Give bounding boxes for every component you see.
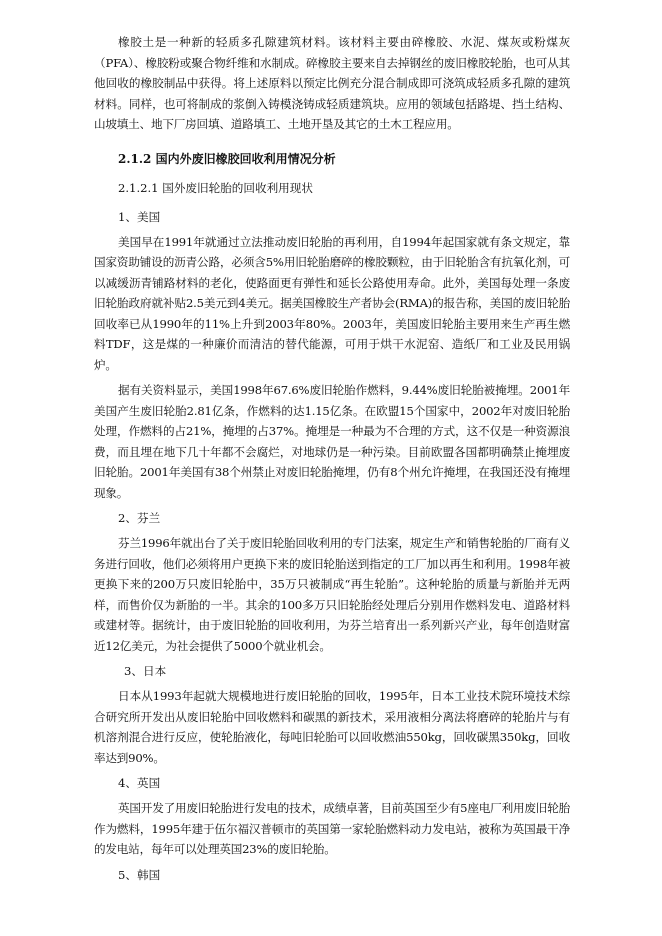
intro-paragraph: 橡胶土是一种新的轻质多孔隙建筑材料。该材料主要由碎橡胶、水泥、煤灰或粉煤灰（PFA）、橡胶粉或聚合物纤维和水制成。碎橡胶主要来自去掉钢丝的废旧橡胶轮胎，也可从其他回收的橡胶制品中获得。将上述原料以预定比例充分混合制成即可浇筑成轻质多孔隙的建筑材料。同样，也可将制成的浆倒入铸模浇铸成轻质建筑块。应用的领域包括路堤、挡土结构、山坡填土、地下厂房回填、道路填工、土地开垦及其它的土木工程应用。 (94, 35, 570, 131)
section-heading: 2.1.2 国内外废旧橡胶回收利用情况分析 (118, 151, 336, 166)
country-heading-uk: 4、英国 (118, 776, 161, 790)
uk-paragraph: 英国开发了用废旧轮胎进行发电的技术，成绩卓著，目前英国至少有5座电厂利用废旧轮胎作为燃料，1995年建于伍尔福汉普顿市的英国第一家轮胎燃料动力发电站，被称为英国最干净的发电站，每年可以处理英国23%的废旧轮胎。 (94, 801, 570, 856)
usa-paragraph-2: 据有关资料显示，美国1998年67.6%废旧轮胎作燃料，9.44%废旧轮胎被掩埋。2001年美国产生废旧轮胎2.81亿条，作燃料的达1.15亿条。在欧盟15个国家中，2002年对废旧轮胎处理，作燃料的占21%，掩埋的占37%。掩埋是一种最为不合理的方式，这不仅是一种资源浪费，而且埋在地下几十年都不会腐烂，对地球仍是一种污染。目前欧盟各国都明确禁止掩埋废旧轮胎。2001年美国有38个州禁止对废旧轮胎掩埋，仍有8个州允许掩埋，在我国还没有掩埋现象。 (94, 383, 570, 500)
usa-paragraph-1: 美国早在1991年就通过立法推动废旧轮胎的再利用，自1994年起国家就有条文规定，靠国家资助铺设的沥青公路，必须含5%用旧轮胎磨碎的橡胶颗粒，由于旧轮胎含有抗氧化剂，可以减缓沥青铺路材料的老化，使路面更有弹性和延长公路使用寿命。此外，美国每处理一条废旧轮胎政府就补贴2.5美元到4美元。据美国橡胶生产者协会(RMA)的报告称，美国的废旧轮胎回收率已从1990年的11%上升到2003年80%。2003年，美国废旧轮胎主要用来生产再生燃料TDF，这是煤的一种廉价而清洁的替代能源，可用于烘干水泥窑、造纸厂和工业及民用锅炉。 (94, 234, 570, 372)
subsection-heading: 2.1.2.1 国外废旧轮胎的回收利用现状 (118, 180, 313, 195)
country-heading-korea: 5、韩国 (118, 867, 161, 882)
country-heading-finland: 2、芬兰 (118, 511, 161, 525)
finland-paragraph: 芬兰1996年就出台了关于废旧轮胎回收利用的专门法案，规定生产和销售轮胎的厂商有义务进行回收，他们必须将用户更换下来的废旧轮胎送到指定的工厂加以再生和利用。1998年被更换下来的200万只废旧轮胎中，35万只被制成“再生轮胎”。这种轮胎的质量与新胎并无两样，而售价仅为新胎的一半。其余的100多万只旧轮胎经处理后分别用作燃料发电、道路材料或建材等。据统计，由于废旧轮胎的回收利用，为芬兰培育出一系列新兴产业，每年创造财富近12亿美元，为社会提供了5000个就业机会。 (94, 536, 570, 653)
country-heading-usa: 1、美国 (118, 209, 161, 224)
japan-paragraph: 日本从1993年起就大规模地进行废旧轮胎的回收，1995年，日本工业技术院环境技术综合研究所开发出从废旧轮胎中回收燃料和碳黑的新技术，采用液相分离法将磨碎的轮胎片与有机溶剂混合进行反应，使轮胎液化，每吨旧轮胎可以回收燃油550kg，回收碳黑350kg，回收率达到90%。 (94, 689, 570, 765)
country-heading-japan: 3、日本 (124, 664, 167, 678)
document-page (94, 32, 570, 885)
